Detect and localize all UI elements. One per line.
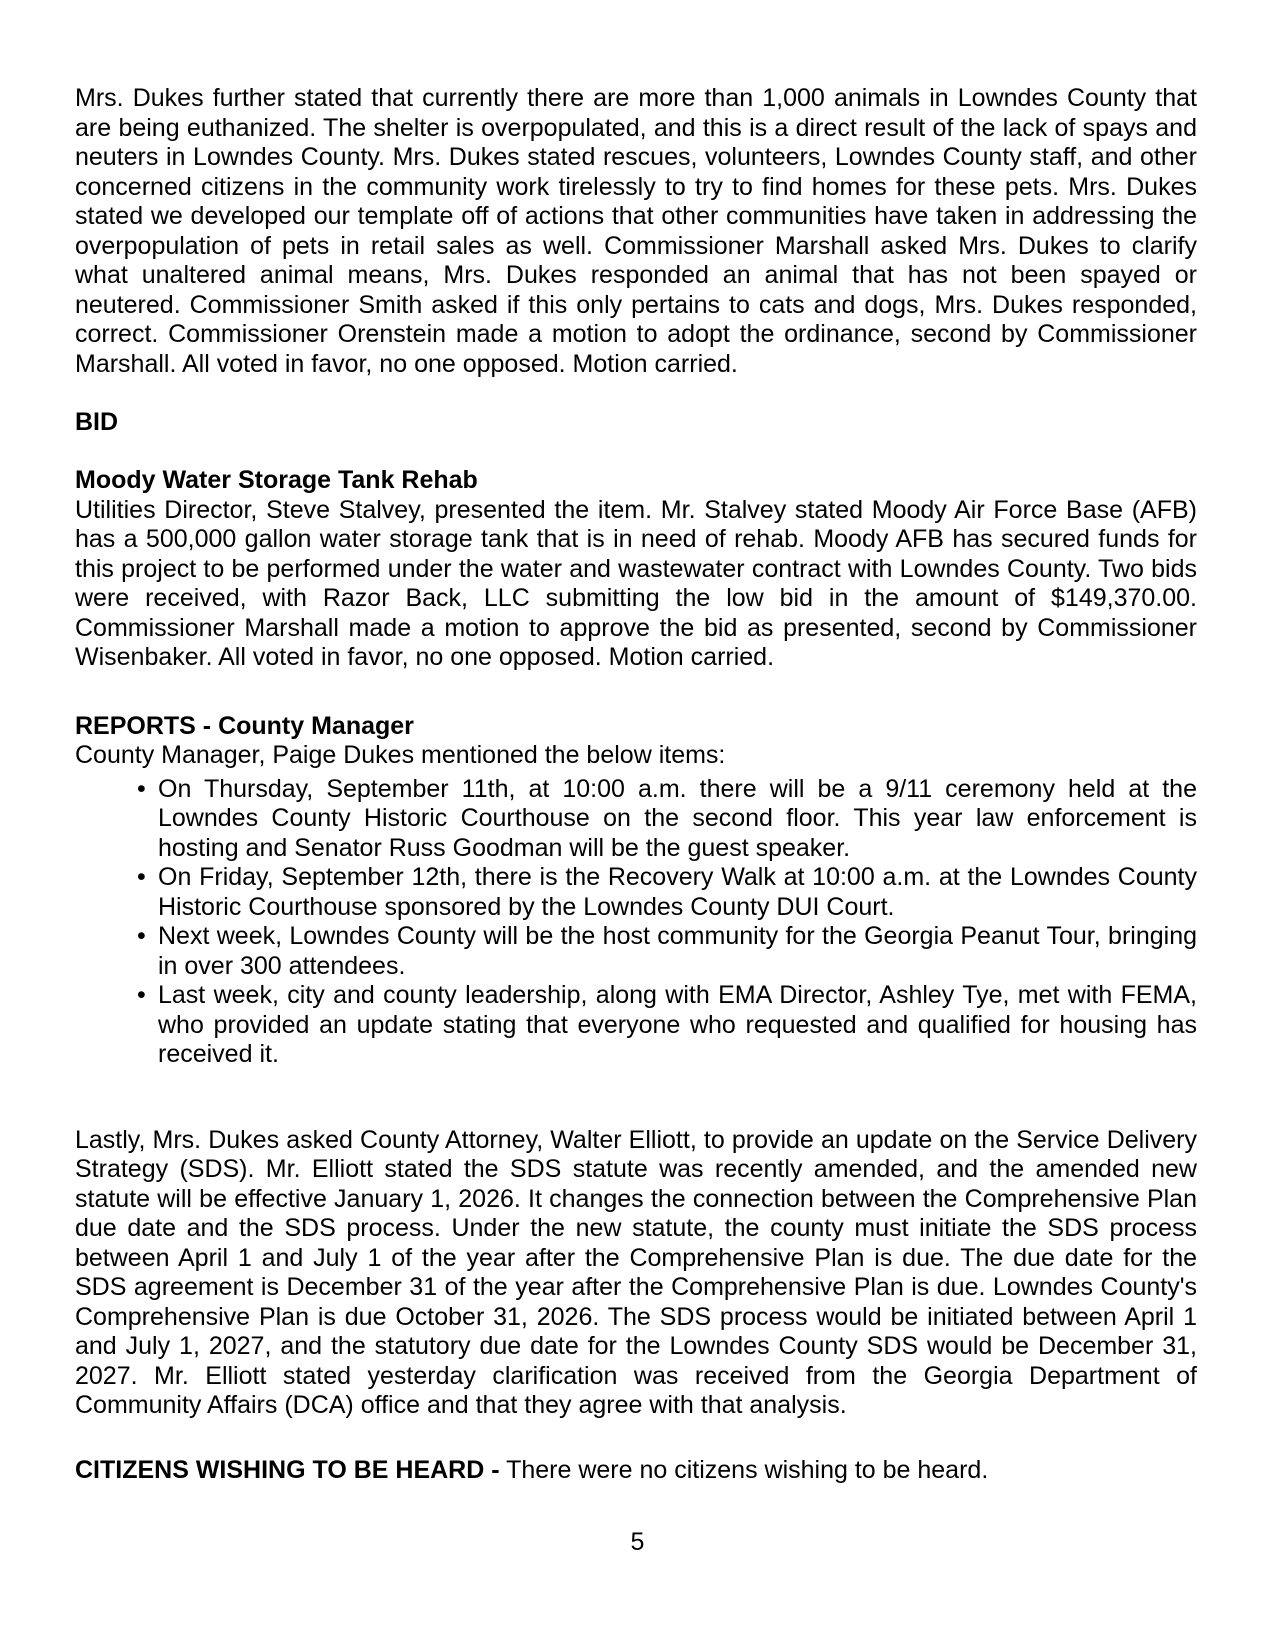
bullet-icon: • — [137, 863, 146, 891]
bullet-icon: • — [137, 981, 146, 1009]
citizens-text: There were no citizens wishing to be heard. — [506, 1455, 989, 1484]
bid-section-heading: BID — [75, 408, 119, 436]
citizens-wishing-line — [75, 1456, 1197, 1486]
list-item — [75, 775, 1197, 864]
bullet-icon: • — [137, 922, 146, 950]
paragraph-sds-update: Lastly, Mrs. Dukes asked County Attorney, Walter Elliott, to provide an update on the Service Delivery Strategy (SDS). Mr. Elliott stated the SDS statute was recently amended, and the amended new statute will be effective January 1, 2026. It changes the connection between the Comprehensive Plan due date and the SDS process. Under the new statute, the county must initiate the SDS process between April 1 and July 1 of the year after the Comprehensive Plan is due. The due date for the SDS agreement is December 31 of the year after the Comprehensive Plan is due. Lowndes County's Comprehensive Plan is due October 31, 2026. The SDS process would be initiated between April 1 and July 1, 2027, and the statutory due date for the Lowndes County SDS would be December 31, 2027. Mr. Elliott stated yesterday clarification was received from the Georgia Department of Community Affairs (DCA) office and that they agree with that analysis. — [75, 1125, 1197, 1419]
page-content — [75, 84, 1197, 1485]
paragraph-moody-bid: Utilities Director, Steve Stalvey, presented the item. Mr. Stalvey stated Moody Air Force Base (AFB) has a 500,000 gallon water storage tank that is in need of rehab. Moody AFB has secured funds for this project to be performed under the water and wastewater contract with Lowndes County. Two bids were received, with Razor Back, LLC submitting the low bid in the amount of $149,370.00. Commissioner Marshall made a motion to approve the bid as presented, second by Commissioner Wisenbaker. All voted in favor, no one opposed. Motion carried. — [75, 495, 1197, 671]
bullet-icon: • — [137, 774, 146, 803]
list-item-text: On Friday, September 12th, there is the Recovery Walk at 10:00 a.m. at the Lowndes County Historic Courthouse sponsored by the Lowndes County DUI Court. — [158, 863, 1197, 921]
reports-bullet-list — [75, 775, 1197, 1070]
list-item — [75, 863, 1197, 922]
page-number: 5 — [630, 1528, 645, 1556]
reports-intro-line: County Manager, Paige Dukes mentioned the below items: — [75, 741, 726, 769]
list-item-text: Last week, city and county leadership, along with EMA Director, Ashley Tye, met with FEMA, who provided an update stating that everyone who requested and qualified for housing has received it. — [158, 981, 1197, 1068]
list-item-text: Next week, Lowndes County will be the host community for the Georgia Peanut Tour, bringing in over 300 attendees. — [158, 922, 1197, 980]
list-item-text: On Thursday, September 11th, at 10:00 a.m. there will be a 9/11 ceremony held at the Lowndes County Historic Courthouse on the second floor. This year law enforcement is hosting and Senator Russ Goodman will be the guest speaker. — [158, 774, 1197, 862]
reports-county-manager-heading: REPORTS - County Manager — [75, 711, 414, 740]
paragraph-animal-ordinance: Mrs. Dukes further stated that currently there are more than 1,000 animals in Lowndes County that are being euthanized. The shelter is overpopulated, and this is a direct result of the lack of spays and neuters in Lowndes County. Mrs. Dukes stated rescues, volunteers, Lowndes County staff, and other concerned citizens in the community work tirelessly to try to find homes for these pets. Mrs. Dukes stated we developed our template off of actions that other communities have taken in addressing the overpopulation of pets in retail sales as well. Commissioner Marshall asked Mrs. Dukes to clarify what unaltered animal means, Mrs. Dukes responded an animal that has not been spayed or neutered. Commissioner Smith asked if this only pertains to cats and dogs, Mrs. Dukes responded, correct. Commissioner Orenstein made a motion to adopt the ordinance, second by Commissioner Marshall. All voted in favor, no one opposed. Motion carried. — [75, 84, 1197, 378]
list-item — [75, 981, 1197, 1070]
citizens-heading: CITIZENS WISHING TO BE HEARD - — [75, 1455, 500, 1484]
moody-water-storage-heading: Moody Water Storage Tank Rehab — [75, 466, 478, 494]
list-item — [75, 922, 1197, 981]
